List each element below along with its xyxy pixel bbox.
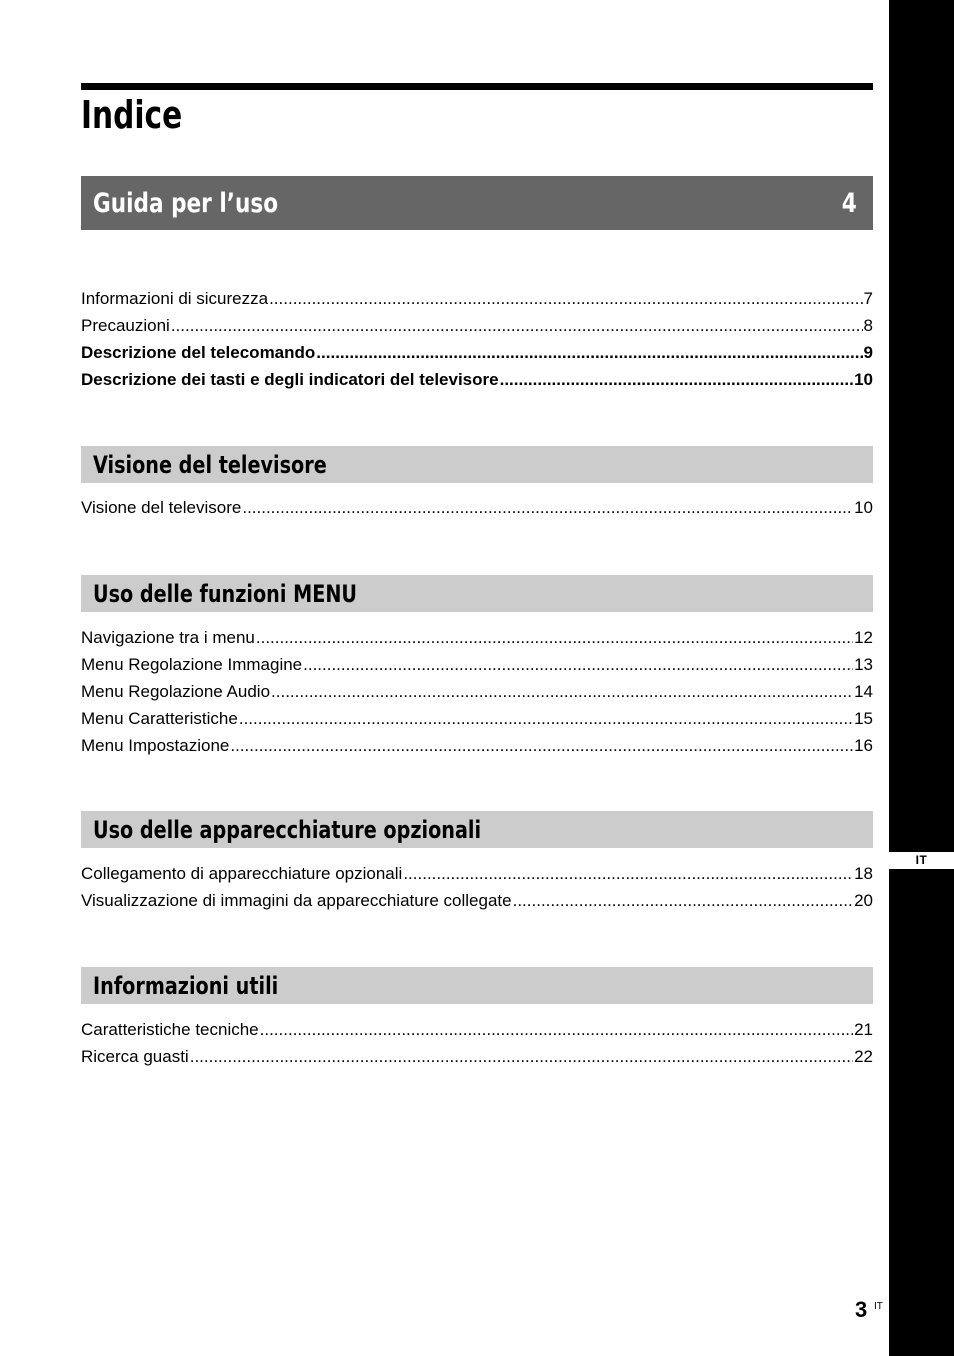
toc-entry-label: Menu Regolazione Immagine — [81, 655, 303, 674]
toc-entry-page: 9 — [863, 343, 873, 362]
section-title: Visione del televisore — [93, 450, 327, 479]
toc-entry-label: Caratteristiche tecniche — [81, 1020, 259, 1039]
toc-list-apparecchiature — [81, 860, 873, 914]
toc-entry-label: Descrizione dei tasti e degli indicatori del televisore — [81, 370, 499, 389]
toc-list-guida — [81, 285, 873, 393]
section-header-apparecchiature — [81, 811, 873, 848]
section-visione — [81, 446, 873, 483]
toc-entry-page: 14 — [854, 682, 873, 701]
toc-entry-label: Visualizzazione di immagini da apparecchiature collegate — [81, 891, 512, 910]
dot-leader — [316, 339, 862, 366]
section-title: Uso delle funzioni MENU — [93, 579, 357, 608]
section-page-number: 4 — [841, 187, 857, 219]
toc-entry-label: Collegamento di apparecchiature opzionali — [81, 864, 403, 883]
toc-list-menu — [81, 624, 873, 759]
toc-entry-label: Menu Caratteristiche — [81, 709, 238, 728]
section-title: Guida per l’uso — [93, 187, 279, 219]
dot-leader — [256, 624, 853, 651]
dot-leader — [230, 732, 853, 759]
dot-leader — [171, 312, 863, 339]
toc-entry-descrizione-tasti[interactable] — [81, 366, 873, 393]
section-header-guida — [81, 176, 873, 230]
toc-entry-menu-immagine[interactable] — [81, 651, 873, 678]
toc-entry-page: 15 — [854, 709, 873, 728]
dot-leader — [500, 366, 853, 393]
dot-leader — [239, 705, 853, 732]
toc-entry-label: Visione del televisore — [81, 498, 242, 517]
toc-entry-page: 8 — [863, 316, 873, 335]
section-header-visione — [81, 446, 873, 483]
section-menu — [81, 575, 873, 612]
toc-entry-page: 10 — [854, 498, 873, 517]
language-tab: IT — [889, 852, 954, 869]
toc-entry-ricerca-guasti[interactable] — [81, 1043, 873, 1070]
toc-entry-page: 7 — [863, 289, 873, 308]
side-bar — [889, 0, 954, 1356]
dot-leader — [271, 678, 853, 705]
toc-entry-page: 18 — [854, 864, 873, 883]
section-header-informazioni-utili — [81, 967, 873, 1004]
toc-entry-page: 10 — [854, 370, 873, 389]
toc-entry-visione-televisore[interactable] — [81, 494, 873, 521]
toc-entry-page: 12 — [854, 628, 873, 647]
page-number: 3 — [855, 1297, 868, 1322]
dot-leader — [403, 860, 853, 887]
dot-leader — [513, 887, 853, 914]
dot-leader — [303, 651, 853, 678]
toc-entry-informazioni-sicurezza[interactable] — [81, 285, 873, 312]
section-guida — [81, 176, 873, 230]
section-apparecchiature — [81, 811, 873, 848]
toc-entry-label: Descrizione del telecomando — [81, 343, 316, 362]
toc-entry-label: Precauzioni — [81, 316, 170, 335]
toc-entry-page: 13 — [854, 655, 873, 674]
dot-leader — [242, 494, 853, 521]
toc-list-informazioni-utili — [81, 1016, 873, 1070]
dot-leader — [190, 1043, 853, 1070]
toc-entry-navigazione-menu[interactable] — [81, 624, 873, 651]
page-number-suffix: IT — [874, 1301, 883, 1312]
toc-entry-precauzioni[interactable] — [81, 312, 873, 339]
toc-entry-page: 22 — [854, 1047, 873, 1066]
toc-entry-menu-audio[interactable] — [81, 678, 873, 705]
dot-leader — [260, 1016, 853, 1043]
toc-entry-visualizzazione[interactable] — [81, 887, 873, 914]
toc-entry-page: 21 — [854, 1020, 873, 1039]
toc-entry-label: Menu Impostazione — [81, 736, 230, 755]
toc-entry-caratteristiche-tecniche[interactable] — [81, 1016, 873, 1043]
toc-entry-label: Ricerca guasti — [81, 1047, 189, 1066]
toc-entry-menu-impostazione[interactable] — [81, 732, 873, 759]
toc-entry-label: Menu Regolazione Audio — [81, 682, 271, 701]
toc-list-visione — [81, 494, 873, 521]
toc-entry-label: Navigazione tra i menu — [81, 628, 255, 647]
toc-entry-page: 20 — [854, 891, 873, 910]
toc-entry-collegamento[interactable] — [81, 860, 873, 887]
section-header-menu — [81, 575, 873, 612]
toc-entry-menu-caratteristiche[interactable] — [81, 705, 873, 732]
section-informazioni-utili — [81, 967, 873, 1004]
page-title: Indice — [81, 93, 183, 137]
section-title: Informazioni utili — [93, 971, 279, 1000]
toc-entry-label: Informazioni di sicurezza — [81, 289, 269, 308]
toc-entry-descrizione-telecomando[interactable] — [81, 339, 873, 366]
title-rule — [81, 83, 873, 90]
toc-entry-page: 16 — [854, 736, 873, 755]
dot-leader — [269, 285, 862, 312]
section-title: Uso delle apparecchiature opzionali — [93, 815, 482, 844]
